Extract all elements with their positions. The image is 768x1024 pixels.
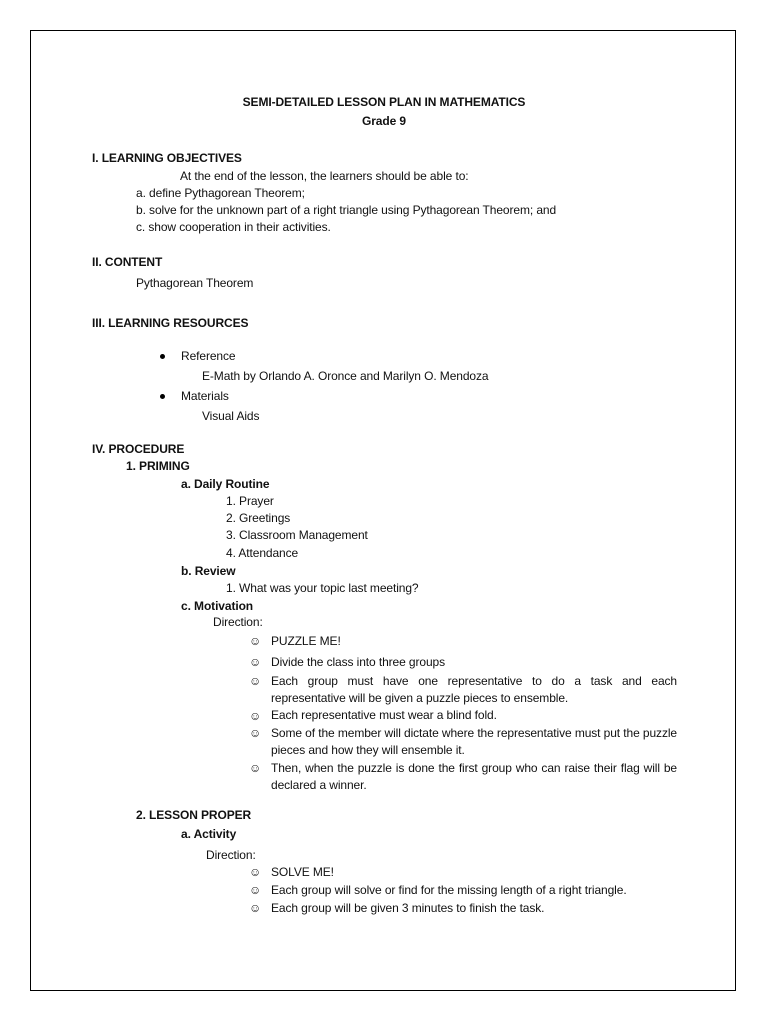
reference-label: Reference bbox=[181, 349, 236, 363]
materials-label: Materials bbox=[181, 389, 229, 403]
priming-heading: 1. PRIMING bbox=[126, 459, 190, 473]
motivation-item: Then, when the puzzle is done the first group who can raise their flag will be declared a winner. bbox=[271, 761, 677, 792]
lesson-proper-heading: 2. LESSON PROPER bbox=[136, 808, 252, 822]
bullet-dot-icon bbox=[160, 394, 165, 399]
grade-label: Grade 9 bbox=[362, 114, 406, 128]
smiley-icon: ☺ bbox=[249, 883, 262, 897]
objectives-intro: At the end of the lesson, the learners should be able to: bbox=[180, 169, 469, 183]
motivation-item: Each representative must wear a blind fold. bbox=[271, 708, 497, 722]
smiley-icon: ☺ bbox=[249, 865, 262, 879]
review-heading: b. Review bbox=[181, 564, 236, 578]
resources-heading: III. LEARNING RESOURCES bbox=[92, 316, 249, 330]
activity-item: SOLVE ME! bbox=[271, 865, 334, 879]
motivation-direction-label: Direction: bbox=[213, 615, 263, 629]
activity-heading: a. Activity bbox=[181, 827, 237, 841]
procedure-heading: IV. PROCEDURE bbox=[92, 442, 185, 456]
smiley-icon: ☺ bbox=[249, 634, 262, 648]
smiley-icon: ☺ bbox=[249, 761, 262, 775]
routine-item: 2. Greetings bbox=[226, 511, 291, 525]
routine-item: 1. Prayer bbox=[226, 494, 274, 508]
activity-item: Each group will solve or find for the missing length of a right triangle. bbox=[271, 883, 627, 897]
objective-item: b. solve for the unknown part of a right triangle using Pythagorean Theorem; and bbox=[136, 203, 557, 217]
motivation-item: Each group must have one representative to do a task and each representative will be given a puzzle pieces to ensemble. bbox=[271, 674, 677, 705]
bullet-dot-icon bbox=[160, 354, 165, 359]
motivation-item: Divide the class into three groups bbox=[271, 655, 446, 669]
materials-value: Visual Aids bbox=[202, 409, 260, 423]
objective-item: c. show cooperation in their activities. bbox=[136, 220, 331, 234]
smiley-icon: ☺ bbox=[249, 674, 262, 688]
objective-item: a. define Pythagorean Theorem; bbox=[136, 186, 305, 200]
objectives-heading: I. LEARNING OBJECTIVES bbox=[92, 151, 242, 165]
content-heading: II. CONTENT bbox=[92, 255, 163, 269]
routine-item: 3. Classroom Management bbox=[226, 528, 368, 542]
smiley-icon: ☺ bbox=[249, 726, 262, 740]
motivation-heading: c. Motivation bbox=[181, 599, 254, 613]
smiley-icon: ☺ bbox=[249, 901, 262, 915]
reference-value: E-Math by Orlando A. Oronce and Marilyn O. Mendoza bbox=[202, 369, 489, 383]
daily-routine-heading: a. Daily Routine bbox=[181, 477, 270, 491]
document-title: SEMI-DETAILED LESSON PLAN IN MATHEMATICS bbox=[242, 95, 526, 109]
routine-item: 4. Attendance bbox=[226, 546, 299, 560]
content-topic: Pythagorean Theorem bbox=[136, 276, 254, 290]
activity-direction-label: Direction: bbox=[206, 848, 256, 862]
activity-item: Each group will be given 3 minutes to finish the task. bbox=[271, 901, 545, 915]
smiley-icon: ☺ bbox=[249, 655, 262, 669]
motivation-item: PUZZLE ME! bbox=[271, 634, 341, 648]
motivation-item: Some of the member will dictate where the representative must put the puzzle pieces and how they will ensemble it. bbox=[271, 726, 677, 757]
review-item: 1. What was your topic last meeting? bbox=[226, 581, 419, 595]
smiley-icon: ☺ bbox=[249, 709, 262, 723]
